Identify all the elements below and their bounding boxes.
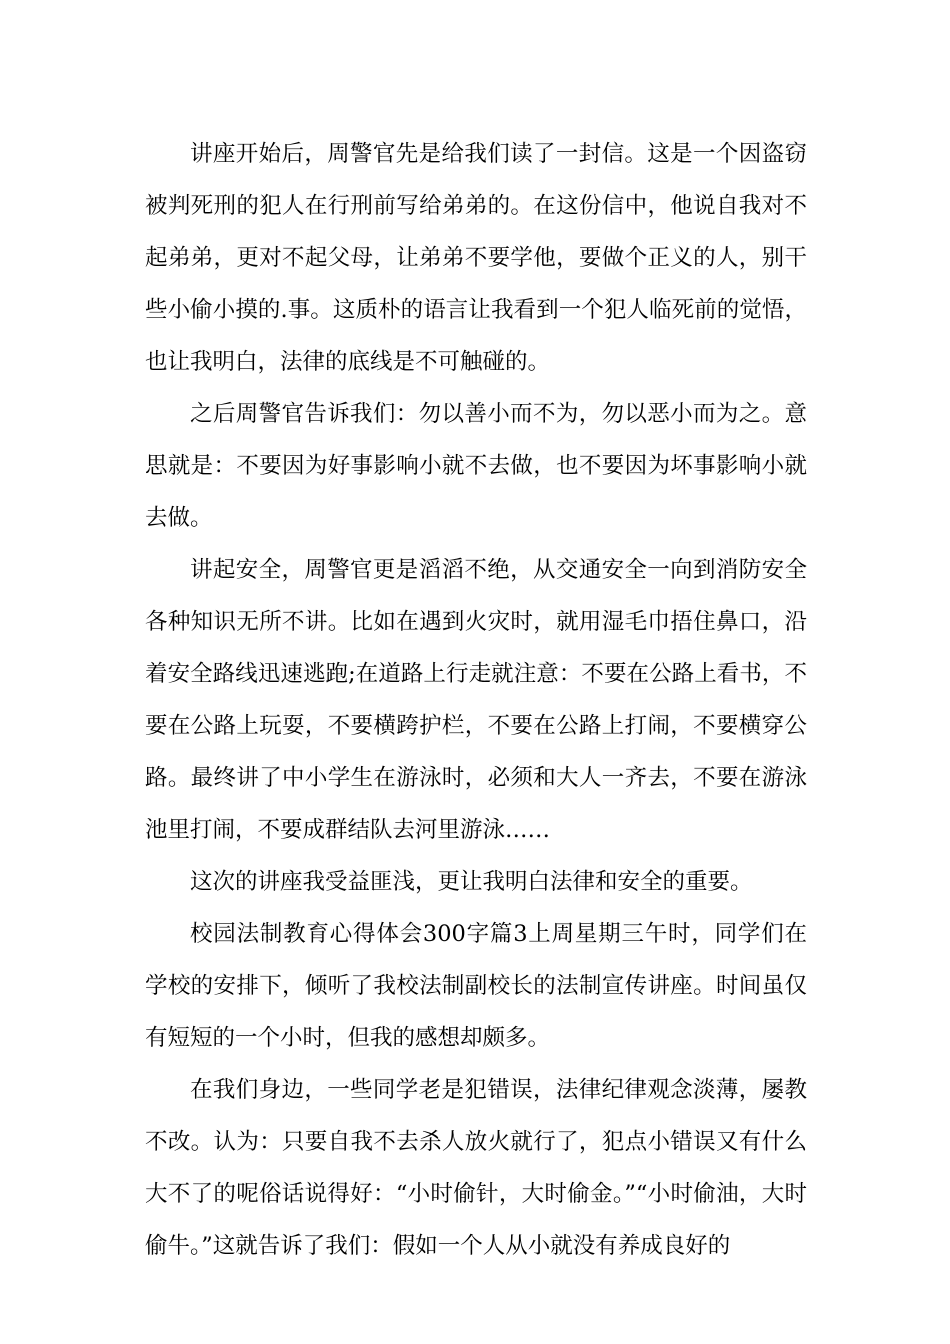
paragraph-letter-reading: 讲座开始后，周警官先是给我们读了一封信。这是一个因盗窃被判死刑的犯人在行刑前写给弟弟的。在这份信中，他说自我对不起弟弟，更对不起父母，让弟弟不要学他，要做个正义的人，别干些小偷小摸的.事。这质朴的语言让我看到一个犯人临死前的觉悟，也让我明白，法律的底线是不可触碰的。 [145, 141, 807, 375]
paragraph-safety-knowledge: 讲起安全，周警官更是滔滔不绝，从交通安全一向到消防安全各种知识无所不讲。比如在遇到火灾时，就用湿毛巾捂住鼻口，沿着安全路线迅速逃跑;在道路上行走就注意：不要在公路上看书，不要在公路上玩耍，不要横跨护栏，不要在公路上打闹，不要横穿公路。最终讲了中小学生在游泳时，必须和大人一齐去，不要在游泳池里打闹，不要成群结队去河里游泳…… [145, 557, 807, 843]
paragraph-small-mistakes: 在我们身边，一些同学老是犯错误，法律纪律观念淡薄，屡教不改。认为：只要自我不去杀人放火就行了，犯点小错误又有什么大不了的呢俗话说得好：“小时偷针，大时偷金。”“小时偷油，大时偷牛。”这就告诉了我们：假如一个人从小就没有养成良好的 [145, 1077, 807, 1259]
paragraph-article-3-intro: 校园法制教育心得体会300字篇3上周星期三午时，同学们在学校的安排下，倾听了我校法制副校长的法制宣传讲座。时间虽仅有短短的一个小时，但我的感想却颇多。 [145, 921, 807, 1051]
document-body [145, 128, 807, 1272]
paragraph-good-and-evil: 之后周警官告诉我们：勿以善小而不为，勿以恶小而为之。意思就是：不要因为好事影响小就不去做，也不要因为坏事影响小就去做。 [145, 401, 807, 531]
paragraph-benefit: 这次的讲座我受益匪浅，更让我明白法律和安全的重要。 [190, 869, 753, 895]
